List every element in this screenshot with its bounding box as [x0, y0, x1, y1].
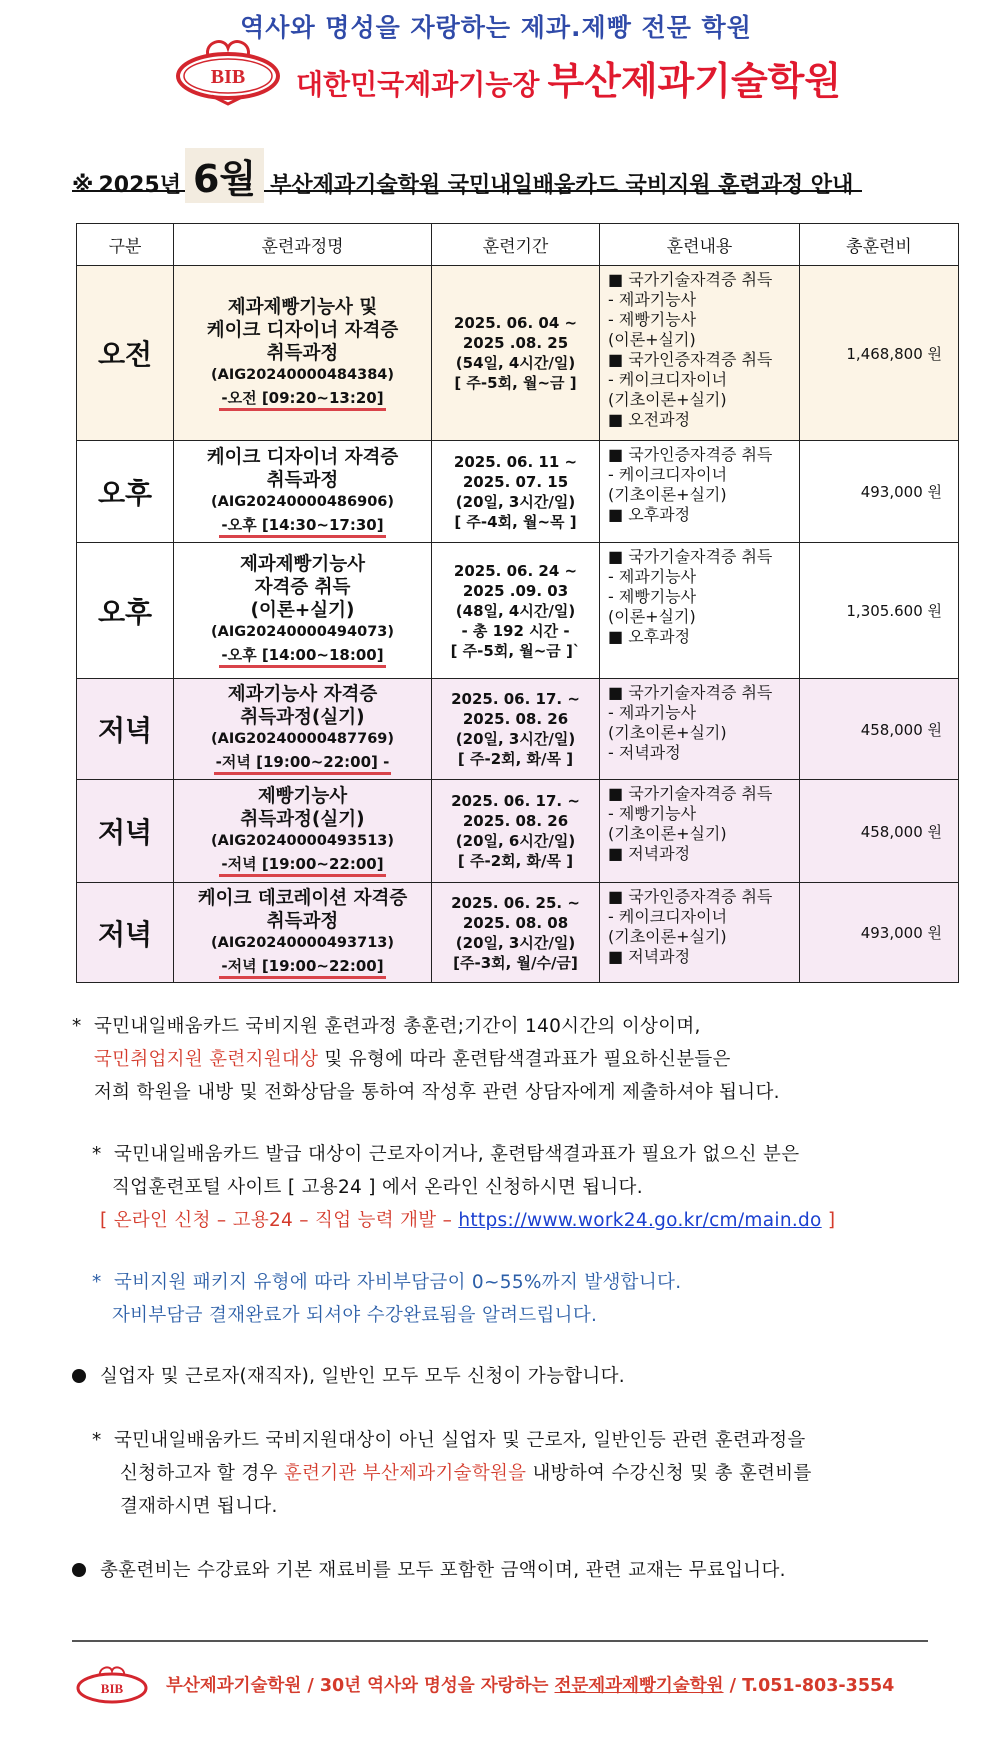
- note-star: *: [92, 1430, 102, 1451]
- content-line: ■ 저녁과정: [608, 947, 691, 966]
- bullet-text: 총훈련비는 수강료와 기본 재료비를 모두 포함한 금액이며, 관련 교재는 무료입니다.: [100, 1560, 786, 1581]
- period-line: [ 주-2회, 화/목 ]: [457, 852, 574, 870]
- period-line: 2025 .08. 25: [462, 334, 569, 352]
- period-line: (20일, 6시간/일): [455, 832, 576, 850]
- row-course-name: [174, 679, 432, 780]
- row-time: 저녁: [77, 780, 174, 883]
- content-line: - 제빵기능사: [608, 310, 697, 329]
- bullet-1: [72, 1360, 625, 1393]
- row-fee: 493,000 원: [800, 883, 959, 983]
- row-time: 오후: [77, 441, 174, 543]
- note-star: *: [92, 1144, 102, 1165]
- content-line: ■ 오후과정: [608, 627, 691, 646]
- note-text: 국민내일배움카드 국비지원 훈련과정 총훈련;기간이 140시간의 이상이며,: [93, 1016, 701, 1037]
- period-line: [ 주-5회, 월~금 ]`: [450, 641, 581, 660]
- table-row: [77, 883, 959, 983]
- footer-divider: [72, 1640, 928, 1642]
- note-star: *: [92, 1272, 102, 1293]
- note-text: 국민내일배움카드 발급 대상이 근로자이거나, 훈련탐색결과표가 필요가 없으신 분은: [113, 1144, 800, 1165]
- content-line: - 제과기능사: [608, 290, 697, 309]
- course-table: [76, 223, 959, 983]
- course-code: (AIG20240000494073): [210, 624, 395, 640]
- row-fee: 458,000 원: [800, 679, 959, 780]
- row-fee: 493,000 원: [800, 441, 959, 543]
- content-line: - 제과기능사: [608, 703, 697, 722]
- note-4: [92, 1424, 812, 1523]
- content-line: (기초이론+실기): [608, 723, 727, 742]
- course-time-slot: -오후 [14:30~17:30]: [219, 515, 385, 538]
- period-line: 2025. 06. 24 ~: [453, 561, 578, 580]
- header-content: 훈련내용: [600, 224, 800, 266]
- row-course-name: [174, 780, 432, 883]
- period-line: [ 주-5회, 월~금 ]: [454, 374, 577, 392]
- note-highlight: 국민취업지원 훈련지원대상: [94, 1049, 319, 1070]
- row-period: [432, 679, 600, 780]
- bullet-icon: [72, 1563, 86, 1577]
- title-year: 2025년: [98, 173, 181, 198]
- period-line: 2025 .09. 03: [462, 581, 569, 600]
- course-code: (AIG20240000486906): [210, 493, 395, 510]
- row-content: [600, 883, 800, 983]
- content-line: ■ 국가기술자격증 취득: [608, 547, 773, 566]
- content-line: (기초이론+실기): [608, 824, 727, 843]
- period-line: 2025. 07. 15: [462, 472, 569, 491]
- period-line: (54일, 4시간/일): [455, 354, 576, 372]
- row-course-name: [174, 441, 432, 543]
- course-code: (AIG20240000493513): [210, 833, 395, 849]
- row-period: [432, 266, 600, 441]
- content-line: ■ 저녁과정: [608, 844, 691, 863]
- table-row: [77, 266, 959, 441]
- course-time-slot: -저녁 [19:00~22:00]: [219, 854, 385, 877]
- table-row: [77, 679, 959, 780]
- row-course-name: [174, 883, 432, 983]
- row-fee: 1,468,800 원: [800, 266, 959, 441]
- content-line: (기초이론+실기): [608, 927, 727, 946]
- table-row: [77, 441, 959, 543]
- content-line: - 제빵기능사: [608, 587, 697, 606]
- note-highlight: 훈련기관 부산제과기술학원을: [283, 1463, 527, 1484]
- row-content: [600, 441, 800, 543]
- footer-logo-text: BIB: [100, 1681, 124, 1696]
- note-highlight: [ 온라인 신청 – 고용24 – 직업 능력 개발 –: [100, 1210, 459, 1231]
- content-line: (기초이론+실기): [608, 485, 727, 504]
- note-text: 직업훈련포털 사이트 [ 고용24 ] 에서 온라인 신청하시면 됩니다.: [112, 1177, 643, 1198]
- header-category: 구분: [77, 224, 174, 266]
- title-mark: ※: [72, 173, 94, 198]
- content-line: - 저녁과정: [608, 743, 681, 762]
- content-line: - 케이크디자이너: [608, 907, 728, 926]
- course-name-line: 취득과정: [266, 469, 339, 491]
- bullet-text: 실업자 및 근로자(재직자), 일반인 모두 모두 신청이 가능합니다.: [100, 1366, 625, 1387]
- course-code: (AIG20240000487769): [210, 731, 395, 747]
- period-line: 2025. 06. 17. ~: [451, 690, 580, 708]
- course-name-line: 제과기능사 자격증: [227, 684, 378, 705]
- work24-link[interactable]: https://www.work24.go.kr/cm/main.do: [458, 1210, 822, 1231]
- course-name-line: 취득과정(실기): [240, 707, 365, 728]
- footer-part3: / T.051-803-3554: [723, 1676, 895, 1696]
- row-course-name: [174, 266, 432, 441]
- row-time: 오후: [77, 543, 174, 679]
- course-time-slot: -오전 [09:20~13:20]: [219, 388, 385, 411]
- period-line: (48일, 4시간/일): [455, 601, 576, 620]
- row-content: [600, 266, 800, 441]
- note-star: *: [72, 1016, 82, 1037]
- course-name-line: 제과제빵기능사: [239, 554, 366, 575]
- period-line: 2025. 06. 17. ~: [451, 792, 580, 810]
- period-line: 2025. 08. 26: [462, 710, 569, 728]
- period-line: [ 주-4회, 월~목 ]: [454, 512, 577, 531]
- period-line: (20일, 3시간/일): [455, 933, 576, 952]
- course-name-line: 제빵기능사: [257, 786, 348, 807]
- header-fee: 총훈련비: [800, 224, 959, 266]
- academy-name: 부산제과기술학원: [547, 59, 842, 103]
- course-time-slot: -저녁 [19:00~22:00]: [219, 956, 385, 979]
- row-fee: 458,000 원: [800, 780, 959, 883]
- bib-logo: [168, 34, 288, 106]
- content-line: ■ 국가인증자격증 취득: [608, 887, 773, 906]
- table-row: [77, 543, 959, 679]
- content-line: ■ 국가기술자격증 취득: [608, 683, 773, 702]
- row-content: [600, 780, 800, 883]
- bullet-2: [72, 1554, 786, 1587]
- period-line: 2025. 06. 25. ~: [451, 893, 580, 912]
- course-name-line: 케이크 디자이너 자격증: [206, 319, 399, 341]
- period-line: 2025. 06. 04 ~: [453, 314, 578, 332]
- note-3: [92, 1266, 681, 1332]
- content-line: ■ 국가인증자격증 취득: [608, 445, 773, 464]
- row-time: 저녁: [77, 883, 174, 983]
- content-line: ■ 국가기술자격증 취득: [608, 270, 773, 289]
- content-line: ■ 국가인증자격증 취득: [608, 350, 773, 369]
- content-line: - 케이크디자이너: [608, 370, 728, 389]
- row-course-name: [174, 543, 432, 679]
- course-name-line: 케이크 데코레이션 자격증: [197, 887, 408, 909]
- header-period: 훈련기간: [432, 224, 600, 266]
- row-period: [432, 441, 600, 543]
- note-1: [72, 1010, 780, 1109]
- row-time: 오전: [77, 266, 174, 441]
- course-name-line: (이론+실기): [250, 600, 355, 621]
- course-name-line: 제과제빵기능사 및: [227, 296, 378, 318]
- footer-part1: 부산제과기술학원 / 30년 역사와 명성을 자랑하는: [166, 1676, 555, 1696]
- row-period: [432, 543, 600, 679]
- title-text: 부산제과기술학원 국민내일배움카드 국비지원 훈련과정 안내: [270, 173, 854, 198]
- row-content: [600, 543, 800, 679]
- content-line: ■ 오전과정: [608, 410, 691, 429]
- content-line: ■ 국가기술자격증 취득: [608, 784, 773, 803]
- course-code: (AIG20240000484384): [210, 366, 395, 383]
- course-time-slot: -저녁 [19:00~22:00] -: [214, 752, 392, 775]
- note-2: [92, 1138, 835, 1237]
- row-fee: 1,305.600 원: [800, 543, 959, 679]
- table-row: [77, 780, 959, 883]
- course-name-line: 케이크 디자이너 자격증: [206, 446, 399, 468]
- period-line: (20일, 3시간/일): [455, 730, 576, 748]
- note-text: 결재하시면 됩니다.: [120, 1496, 278, 1517]
- note-text: 및 유형에 따라 훈련탐색결과표가 필요하신분들은: [318, 1049, 731, 1070]
- note-text: 내방하여 수강신청 및 총 훈련비를: [526, 1463, 812, 1484]
- note-text: 저희 학원을 내방 및 전화상담을 통하여 작성후 관련 상담자에게 제출하셔야 됩니다.: [94, 1082, 780, 1103]
- row-time: 저녁: [77, 679, 174, 780]
- row-period: [432, 883, 600, 983]
- period-line: (20일, 3시간/일): [455, 492, 576, 511]
- note-text: 신청하고자 할 경우: [120, 1463, 284, 1484]
- period-line: 2025. 06. 11 ~: [453, 452, 578, 471]
- academy-prefix: 대한민국제과기능장: [296, 68, 540, 101]
- content-line: ■ 오후과정: [608, 505, 691, 524]
- course-name-line: 취득과정: [266, 342, 339, 364]
- course-code: (AIG20240000493713): [210, 934, 395, 951]
- content-line: - 제과기능사: [608, 567, 697, 586]
- bullet-icon: [72, 1369, 86, 1383]
- content-line: - 케이크디자이너: [608, 465, 728, 484]
- period-line: 2025. 08. 26: [462, 812, 569, 830]
- content-line: (기초이론+실기): [608, 390, 727, 409]
- academy-title: [296, 50, 842, 103]
- logo-text: BIB: [210, 66, 246, 88]
- content-line: - 제빵기능사: [608, 804, 697, 823]
- table-header-row: [77, 224, 959, 266]
- row-period: [432, 780, 600, 883]
- note-text: 국비지원 패키지 유형에 따라 자비부담금이 0~55%까지 발생합니다.: [113, 1272, 682, 1293]
- period-line: [주-3회, 월/수/금]: [453, 953, 578, 972]
- note-text: 자비부담금 결재완료가 되셔야 수강완료됨을 알려드립니다.: [112, 1305, 598, 1326]
- content-line: (이론+실기): [608, 607, 696, 626]
- course-name-line: 취득과정: [266, 910, 339, 932]
- footer-text: [166, 1672, 894, 1697]
- footer-part2: 전문제과제빵기술학원: [554, 1676, 724, 1696]
- page-title: [72, 148, 862, 201]
- footer-logo-icon: [72, 1662, 152, 1706]
- title-month: 6월: [192, 157, 257, 201]
- bakery-chef-hat-logo-icon: [168, 34, 288, 106]
- period-line: - 총 192 시간 -: [461, 621, 570, 640]
- period-line: [ 주-2회, 화/목 ]: [457, 750, 574, 768]
- row-content: [600, 679, 800, 780]
- course-name-line: 자격증 취득: [254, 577, 351, 598]
- header-slogan: 역사와 명성을 자랑하는 제과.제빵 전문 학원: [240, 13, 752, 42]
- content-line: (이론+실기): [608, 330, 696, 349]
- header-course-name: 훈련과정명: [174, 224, 432, 266]
- note-text: 국민내일배움카드 국비지원대상이 아닌 실업자 및 근로자, 일반인등 관련 훈련과정을: [113, 1430, 806, 1451]
- course-name-line: 취득과정(실기): [240, 809, 365, 830]
- course-time-slot: -오후 [14:00~18:00]: [219, 645, 385, 668]
- note-highlight: ]: [821, 1210, 836, 1231]
- period-line: 2025. 08. 08: [462, 913, 569, 932]
